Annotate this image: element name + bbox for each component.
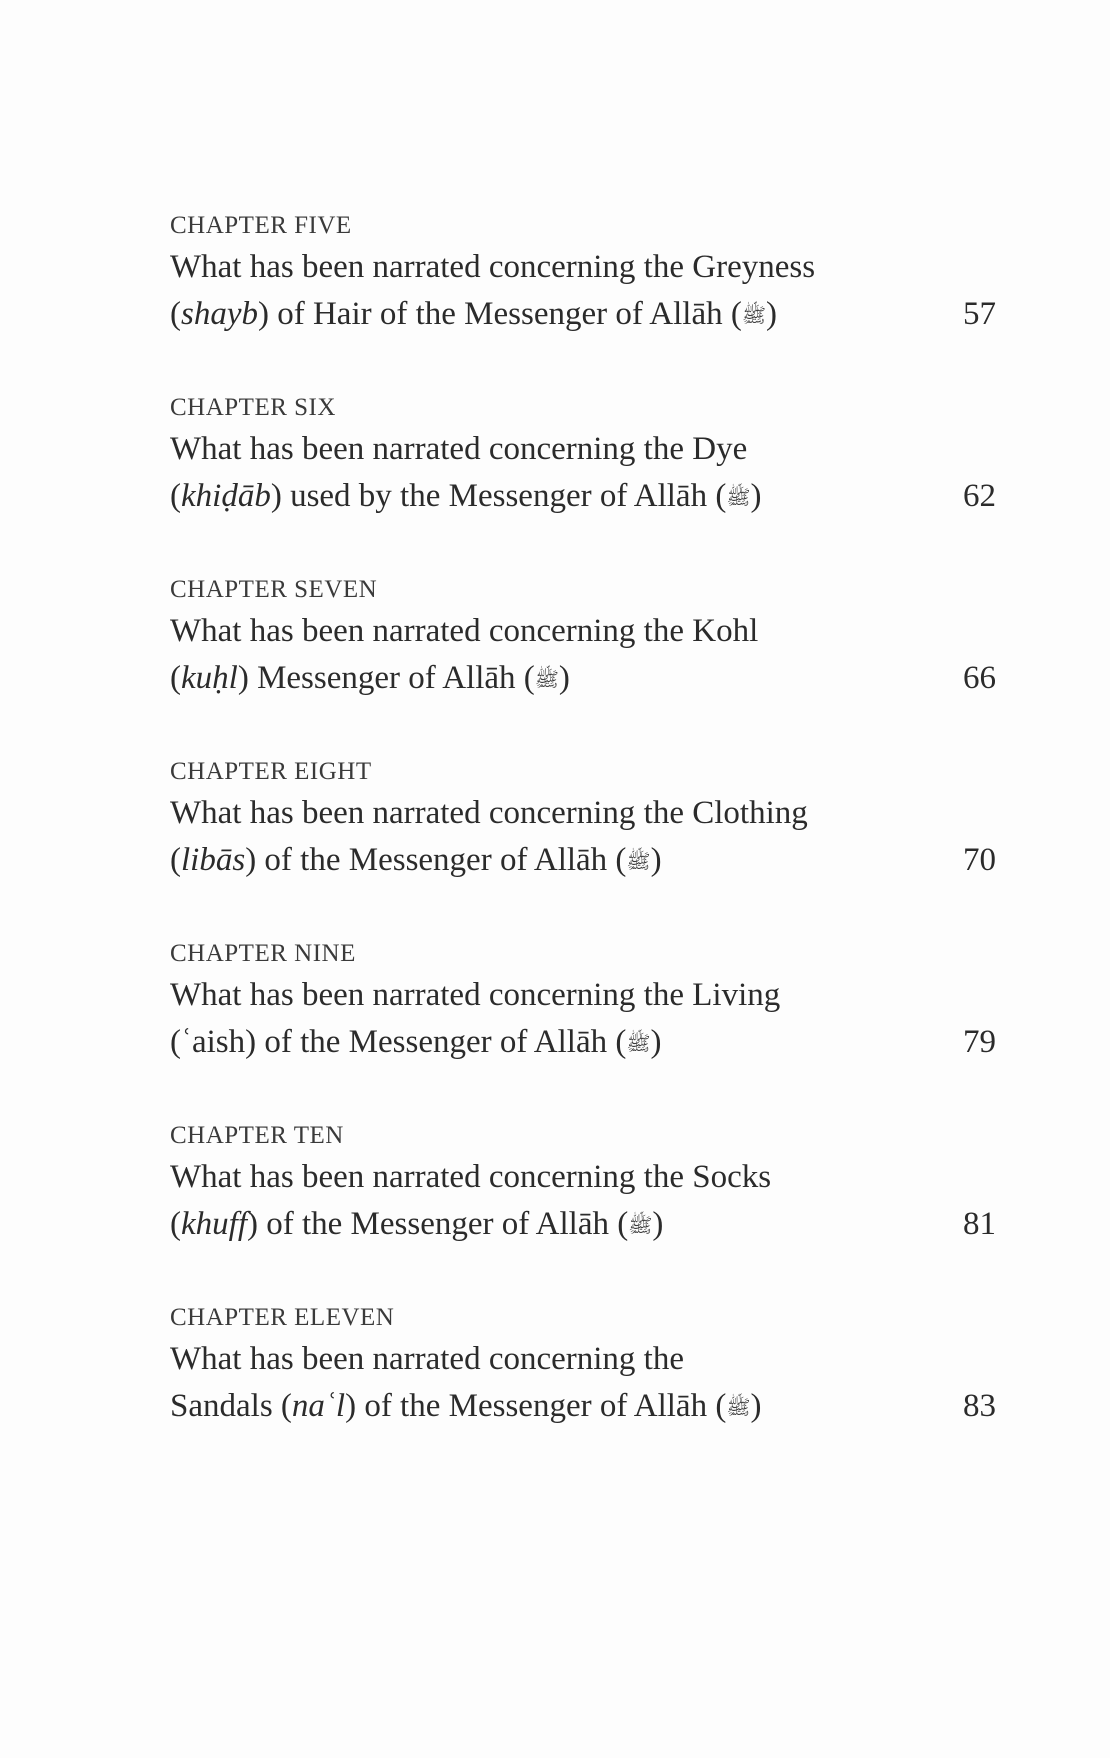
chapter-label: CHAPTER SEVEN [170,576,378,603]
honorific-icon: ﷺ [626,1032,651,1055]
page-number: 66 [963,660,996,696]
table-of-contents [170,208,1030,1482]
chapter-title-line-1: What has been narrated concerning the Dye [170,431,748,467]
chapter-title-line-2: (khiḍāb) used by the Messenger of Allāh (ﷺ) [170,473,1020,522]
honorific-icon: ﷺ [626,850,651,873]
arabic-term: shayb [181,296,258,332]
arabic-term: khiḍāb [181,478,271,514]
page-number: 81 [963,1206,996,1242]
toc-entry-chapter-seven [170,572,1030,754]
page-number: 57 [963,296,996,332]
arabic-term: libās [181,842,246,878]
chapter-title-line-2: Sandals (naʿl) of the Messenger of Allāh (ﷺ) [170,1383,1020,1432]
chapter-title-line-2: (khuff) of the Messenger of Allāh (ﷺ) [170,1201,1020,1250]
chapter-title-line-2: (libās) of the Messenger of Allāh (ﷺ) [170,837,1020,886]
chapter-title-line-1: What has been narrated concerning the Socks [170,1159,772,1195]
toc-entry-chapter-eight [170,754,1030,936]
chapter-title-line-1: What has been narrated concerning the Greyness [170,249,816,285]
arabic-term: naʿl [291,1388,346,1424]
honorific-icon: ﷺ [741,304,767,327]
chapter-label: CHAPTER NINE [170,940,356,967]
page-number: 62 [963,478,996,514]
honorific-icon: ﷺ [726,1396,751,1419]
toc-entry-chapter-eleven [170,1300,1030,1482]
chapter-title-line-1: What has been narrated concerning the Clothing [170,795,808,831]
chapter-title-line-2: (ʿaish) of the Messenger of Allāh (ﷺ) [170,1019,1020,1068]
toc-entry-chapter-six [170,390,1030,572]
toc-entry-chapter-five [170,208,1030,390]
honorific-icon: ﷺ [726,486,751,509]
page-number: 83 [963,1388,996,1424]
honorific-icon: ﷺ [534,668,559,691]
toc-entry-chapter-nine [170,936,1030,1118]
chapter-title-line-2: (kuḥl) Messenger of Allāh (ﷺ) [170,655,1020,704]
chapter-title-line-1: What has been narrated concerning the [170,1341,684,1377]
chapter-title-line-2: (shayb) of Hair of the Messenger of Allāh (ﷺ) [170,291,1020,340]
chapter-label: CHAPTER ELEVEN [170,1304,395,1331]
page-number: 79 [963,1024,996,1060]
honorific-icon: ﷺ [628,1214,653,1237]
chapter-label: CHAPTER TEN [170,1122,344,1149]
arabic-term: kuḥl [181,660,238,696]
chapter-label: CHAPTER FIVE [170,212,352,239]
arabic-term: khuff [181,1206,247,1242]
page-number: 70 [963,842,996,878]
chapter-title-line-1: What has been narrated concerning the Kohl [170,613,759,649]
chapter-label: CHAPTER EIGHT [170,758,372,785]
chapter-label: CHAPTER SIX [170,394,336,421]
toc-entry-chapter-ten [170,1118,1030,1300]
chapter-title-line-1: What has been narrated concerning the Living [170,977,781,1013]
